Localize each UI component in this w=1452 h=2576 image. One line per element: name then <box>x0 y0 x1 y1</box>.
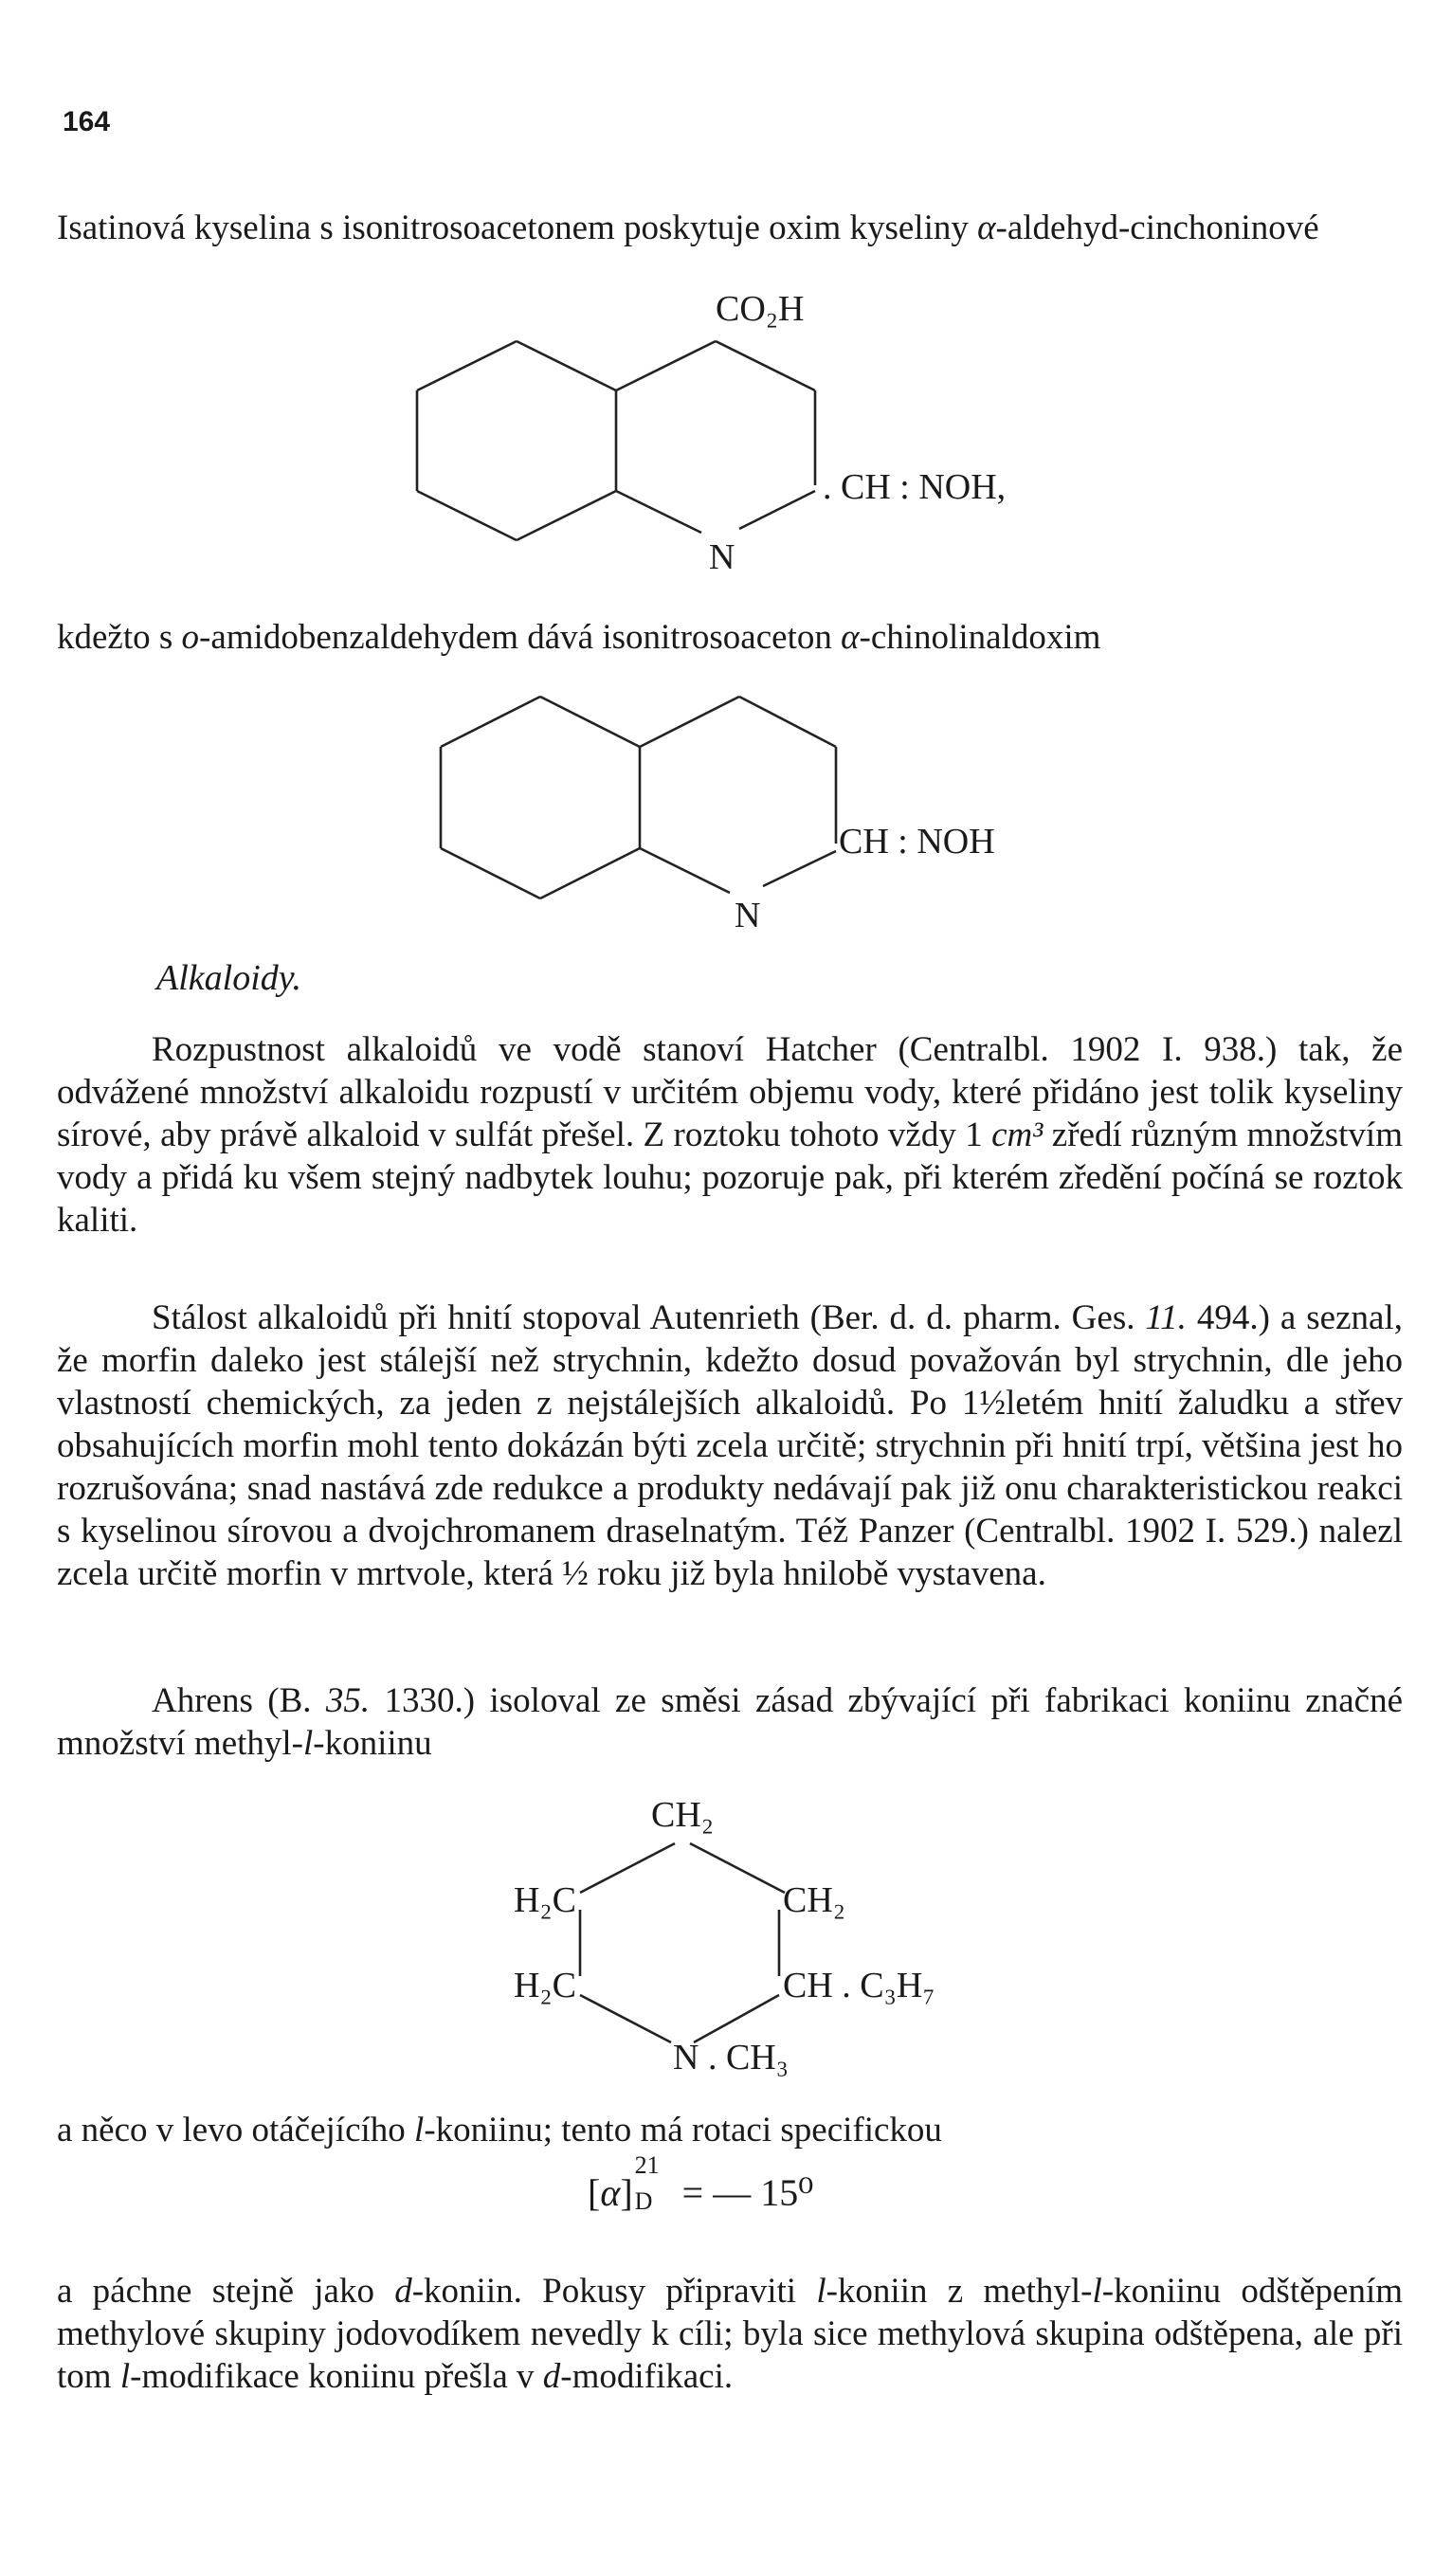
ch2-top-label: CH₂ <box>650 1795 715 1835</box>
text-run: a páchne stejně jako <box>57 2272 395 2311</box>
text-run: -koniinu <box>313 1724 432 1763</box>
dextro-symbol: d <box>394 2272 412 2311</box>
benzene-ring <box>417 341 616 540</box>
paragraph-isatin <box>57 207 1403 249</box>
volume-number: 11. <box>1145 1298 1187 1337</box>
section-heading: Alkaloidy. <box>156 958 302 998</box>
text-run: -chinolinaldoxim <box>859 618 1101 657</box>
text-run: -modifikaci. <box>560 2357 734 2396</box>
levo-symbol: l <box>816 2272 826 2311</box>
text-run: -koniinu odštěpením methylové skupiny jodovodíkem nevedly k cíli; byla sice methylová skupina odštěpena, ale při tom <box>57 2272 1404 2396</box>
text-run: Ahrens (B. <box>152 1681 326 1720</box>
pyridine-ring <box>616 341 815 533</box>
text-run: 1330.) isoloval ze směsi zásad zbývající při fabrikaci koniinu značné množství methyl- <box>57 1681 1403 1763</box>
text-run: -koniinu; tento má rotaci specifickou <box>424 2111 942 2150</box>
ch-noh-label: . CH : NOH, <box>823 467 1007 507</box>
quinoline-structure-1 <box>0 284 1452 588</box>
levo-symbol: l <box>1092 2272 1102 2311</box>
alpha-symbol: α <box>600 2171 621 2214</box>
h2c-upper-label: H₂C <box>513 1880 576 1920</box>
n-methyl-label: N . CH₃ <box>673 2038 789 2077</box>
nitrogen-label: N <box>735 896 761 935</box>
ch2-right-label: CH₂ <box>783 1880 846 1920</box>
levo-symbol: l <box>303 1724 314 1763</box>
rotation-value: = — 15⁰ <box>681 2171 814 2214</box>
page-number: 164 <box>63 106 111 137</box>
quinoline-structure-2 <box>0 682 1452 948</box>
text-run: -amidobenzaldehydem dává isonitrosoaceton <box>199 618 842 657</box>
paragraph-stability <box>57 1297 1403 1595</box>
paragraph-ahrens <box>57 1679 1403 1765</box>
sodium-d-subscript: D <box>634 2186 653 2215</box>
paragraph-amidobenzaldehyde <box>57 616 1403 659</box>
ortho-symbol: o <box>181 618 200 657</box>
text-run: -aldehyd-cinchoninové <box>995 209 1319 247</box>
alpha-symbol: α <box>977 209 996 247</box>
text-run: -koniin z methyl- <box>826 2272 1093 2311</box>
text-run: Stálost alkaloidů při hnití stopoval Autenrieth (Ber. d. d. pharm. Ges. <box>152 1298 1146 1337</box>
unit-cm3: cm³ <box>991 1116 1044 1154</box>
text-run: zředí různým množstvím vody a přidá ku všem stejný nadbytek louhu; pozoruje pak, při kterém zředění počíná se roztok kaliti. <box>57 1116 1403 1240</box>
volume-number: 35. <box>325 1681 371 1720</box>
co2h-label: CO₂H <box>716 289 805 329</box>
paragraph-conclusion <box>57 2270 1403 2398</box>
text-run: Rozpustnost alkaloidů ve vodě stanoví Hatcher (Centralbl. 1902 I. 938.) tak, že odvážené množství alkaloidu rozpustí v určitém objemu vody, které přidáno jest tolik kyseliny sírové, aby právě alkaloid v sulfát přešel. Z roztoku tohoto vždy 1 <box>57 1030 1403 1154</box>
paragraph-solubility <box>57 1028 1403 1242</box>
text-run: -koniin. Pokusy připraviti <box>411 2272 817 2311</box>
benzene-ring <box>441 697 640 898</box>
text-run: kdežto s <box>57 618 182 657</box>
piperidine-ring <box>580 1843 785 2042</box>
temperature-superscript: 21 <box>634 2150 660 2179</box>
pyridine-ring <box>640 697 836 893</box>
methylconiine-structure <box>0 1787 1452 2109</box>
dextro-symbol: d <box>542 2357 561 2396</box>
levo-symbol: l <box>119 2357 131 2396</box>
text-run: 494.) a seznal, že morfin daleko jest stálejší než strychnin, kdežto dosud považován byl strychnin, dle jeho vlastností chemických, za jeden z nejstálejších alkaloidů. Po 1½letém hnití žaludku a střev obsahujících morfin mohl tento dokázán býti zcela určitě; strychnin při hnití trpí, většina jest ho rozrušována; snad nastává zde redukce a produkty nedávají pak již onu charakteristickou reakci s kyselinou sírovou a dvojchromanem draselnatým. Též Panzer (Centralbl. 1902 I. 529.) nalezl zcela určitě morfin v mrtvole, která ½ roku již byla hnilobě vystavena. <box>57 1298 1403 1593</box>
nitrogen-label: N <box>709 537 735 577</box>
h2c-lower-label: H₂C <box>513 1966 576 2005</box>
text-run: -modifikace koniinu přešla v <box>130 2357 543 2396</box>
paragraph-levo-coniine <box>57 2109 1403 2151</box>
ch-noh-label: CH : NOH <box>839 822 995 862</box>
rotation-equation: [α] 21 D = — 15⁰ <box>588 2150 814 2215</box>
ch-propyl-label: CH . C₃H₇ <box>783 1966 935 2005</box>
text-run: a něco v levo otáčejícího <box>57 2111 415 2150</box>
levo-symbol: l <box>414 2111 425 2150</box>
alpha-symbol: α <box>841 618 860 657</box>
text-run: Isatinová kyselina s isonitrosoacetonem poskytuje oxim kyseliny <box>57 209 978 247</box>
